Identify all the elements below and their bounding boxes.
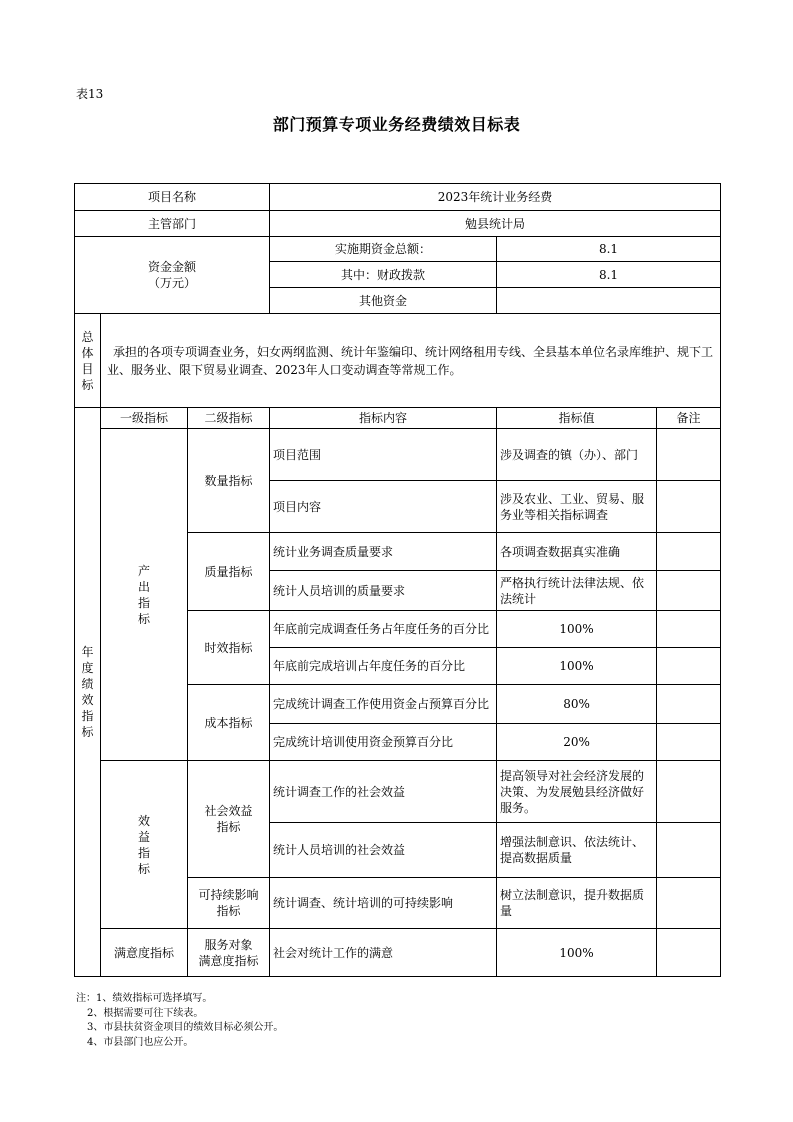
header-content: 指标内容: [270, 408, 497, 429]
indicator-note: [657, 533, 721, 571]
project-name-value: 2023年统计业务经费: [270, 184, 721, 211]
header-level1: 一级指标: [101, 408, 188, 429]
indicator-value: 20%: [497, 724, 657, 761]
table-row: [75, 429, 721, 481]
funds-label-line1: 资金金额: [148, 260, 197, 274]
table-number: 表13: [76, 87, 104, 101]
quality-indicator-label: 质量指标: [188, 533, 270, 611]
indicator-content: 统计调查工作的社会效益: [270, 761, 497, 823]
indicator-value: 涉及农业、工业、贸易、服务业等相关指标调查: [497, 481, 657, 533]
service-satisfaction-label: 服务对象 满意度指标: [188, 929, 270, 977]
annual-indicator-label: 年 度 绩 效 指 标: [75, 408, 101, 977]
indicator-note: [657, 929, 721, 977]
table-row: [75, 761, 721, 823]
indicator-note: [657, 611, 721, 648]
total-funds-value: 8.1: [497, 237, 721, 262]
page-title: 部门预算专项业务经费绩效目标表: [272, 115, 521, 134]
fiscal-funds-value: 8.1: [497, 262, 721, 288]
satisfaction-indicator-label: 满意度指标: [101, 929, 188, 977]
benefit-indicator-label: 效 益 指 标: [101, 761, 188, 929]
footnote: 3、市县扶贫资金项目的绩效目标必须公开。: [87, 1022, 284, 1033]
indicator-value: 100%: [497, 648, 657, 685]
sustainability-label: 可持续影响 指标: [188, 878, 270, 929]
fiscal-funds-label: 其中：财政拨款: [270, 262, 497, 288]
indicator-value: 增强法制意识、依法统计、提高数据质量: [497, 823, 657, 878]
row-department: [75, 211, 721, 237]
footnote: 2、根据需要可往下续表。: [87, 1007, 204, 1019]
indicator-content: 年底前完成培训占年度任务的百分比: [270, 648, 497, 685]
indicator-content: 统计调查、统计培训的可持续影响: [270, 878, 497, 929]
indicator-note: [657, 823, 721, 878]
indicator-note: [657, 761, 721, 823]
footnote: 注：1、绩效指标可选择填写。: [76, 993, 213, 1004]
other-funds-label: 其他资金: [270, 288, 497, 314]
indicator-content: 项目内容: [270, 481, 497, 533]
header-note: 备注: [657, 408, 721, 429]
footnote: 4、市县部门也应公开。: [87, 1036, 194, 1048]
project-name-label: 项目名称: [75, 184, 270, 211]
row-total-funds: [75, 237, 721, 262]
indicator-content: 年底前完成调查任务占年度任务的百分比: [270, 611, 497, 648]
social-benefit-label: 社会效益 指标: [188, 761, 270, 878]
indicator-content: 完成统计培训使用资金预算百分比: [270, 724, 497, 761]
indicator-note: [657, 685, 721, 724]
performance-target-table: [74, 183, 721, 977]
header-value: 指标值: [497, 408, 657, 429]
row-indicator-header: [75, 408, 721, 429]
department-value: 勉县统计局: [270, 211, 721, 237]
header-level2: 二级指标: [188, 408, 270, 429]
indicator-note: [657, 429, 721, 481]
funds-label-line2: （万元）: [148, 276, 197, 290]
indicator-value: 严格执行统计法律法规、依法统计: [497, 571, 657, 611]
overall-target-label: 总 体 目 标: [75, 314, 101, 408]
indicator-content: 完成统计调查工作使用资金占预算百分比: [270, 685, 497, 724]
overall-target-text: 承担的各项专项调查业务，妇女两纲监测、统计年鉴编印、统计网络租用专线、全县基本单位名录库维护、规下工业、服务业、限下贸易业调查、2023年人口变动调查等常规工作。: [101, 314, 721, 408]
indicator-note: [657, 648, 721, 685]
quantity-indicator-label: 数量指标: [188, 429, 270, 533]
cost-indicator-label: 成本指标: [188, 685, 270, 761]
indicator-content: 统计人员培训的质量要求: [270, 571, 497, 611]
indicator-value: 100%: [497, 929, 657, 977]
row-project-name: [75, 184, 721, 211]
indicator-value: 涉及调查的镇（办）、部门: [497, 429, 657, 481]
indicator-note: [657, 724, 721, 761]
funds-label: [75, 237, 270, 314]
table-row: [75, 929, 721, 977]
indicator-content: 统计业务调查质量要求: [270, 533, 497, 571]
indicator-value: 提高领导对社会经济发展的决策、为发展勉县经济做好服务。: [497, 761, 657, 823]
indicator-value: 树立法制意识，提升数据质量: [497, 878, 657, 929]
indicator-note: [657, 481, 721, 533]
timeliness-indicator-label: 时效指标: [188, 611, 270, 685]
row-overall-target: [75, 314, 721, 408]
other-funds-value: [497, 288, 721, 314]
indicator-content: 统计人员培训的社会效益: [270, 823, 497, 878]
indicator-content: 社会对统计工作的满意: [270, 929, 497, 977]
department-label: 主管部门: [75, 211, 270, 237]
output-indicator-label: 产 出 指 标: [101, 429, 188, 761]
indicator-note: [657, 571, 721, 611]
total-funds-label: 实施期资金总额：: [270, 237, 497, 262]
indicator-content: 项目范围: [270, 429, 497, 481]
indicator-value: 80%: [497, 685, 657, 724]
indicator-value: 各项调查数据真实准确: [497, 533, 657, 571]
indicator-note: [657, 878, 721, 929]
indicator-value: 100%: [497, 611, 657, 648]
footnotes: [76, 992, 283, 1050]
